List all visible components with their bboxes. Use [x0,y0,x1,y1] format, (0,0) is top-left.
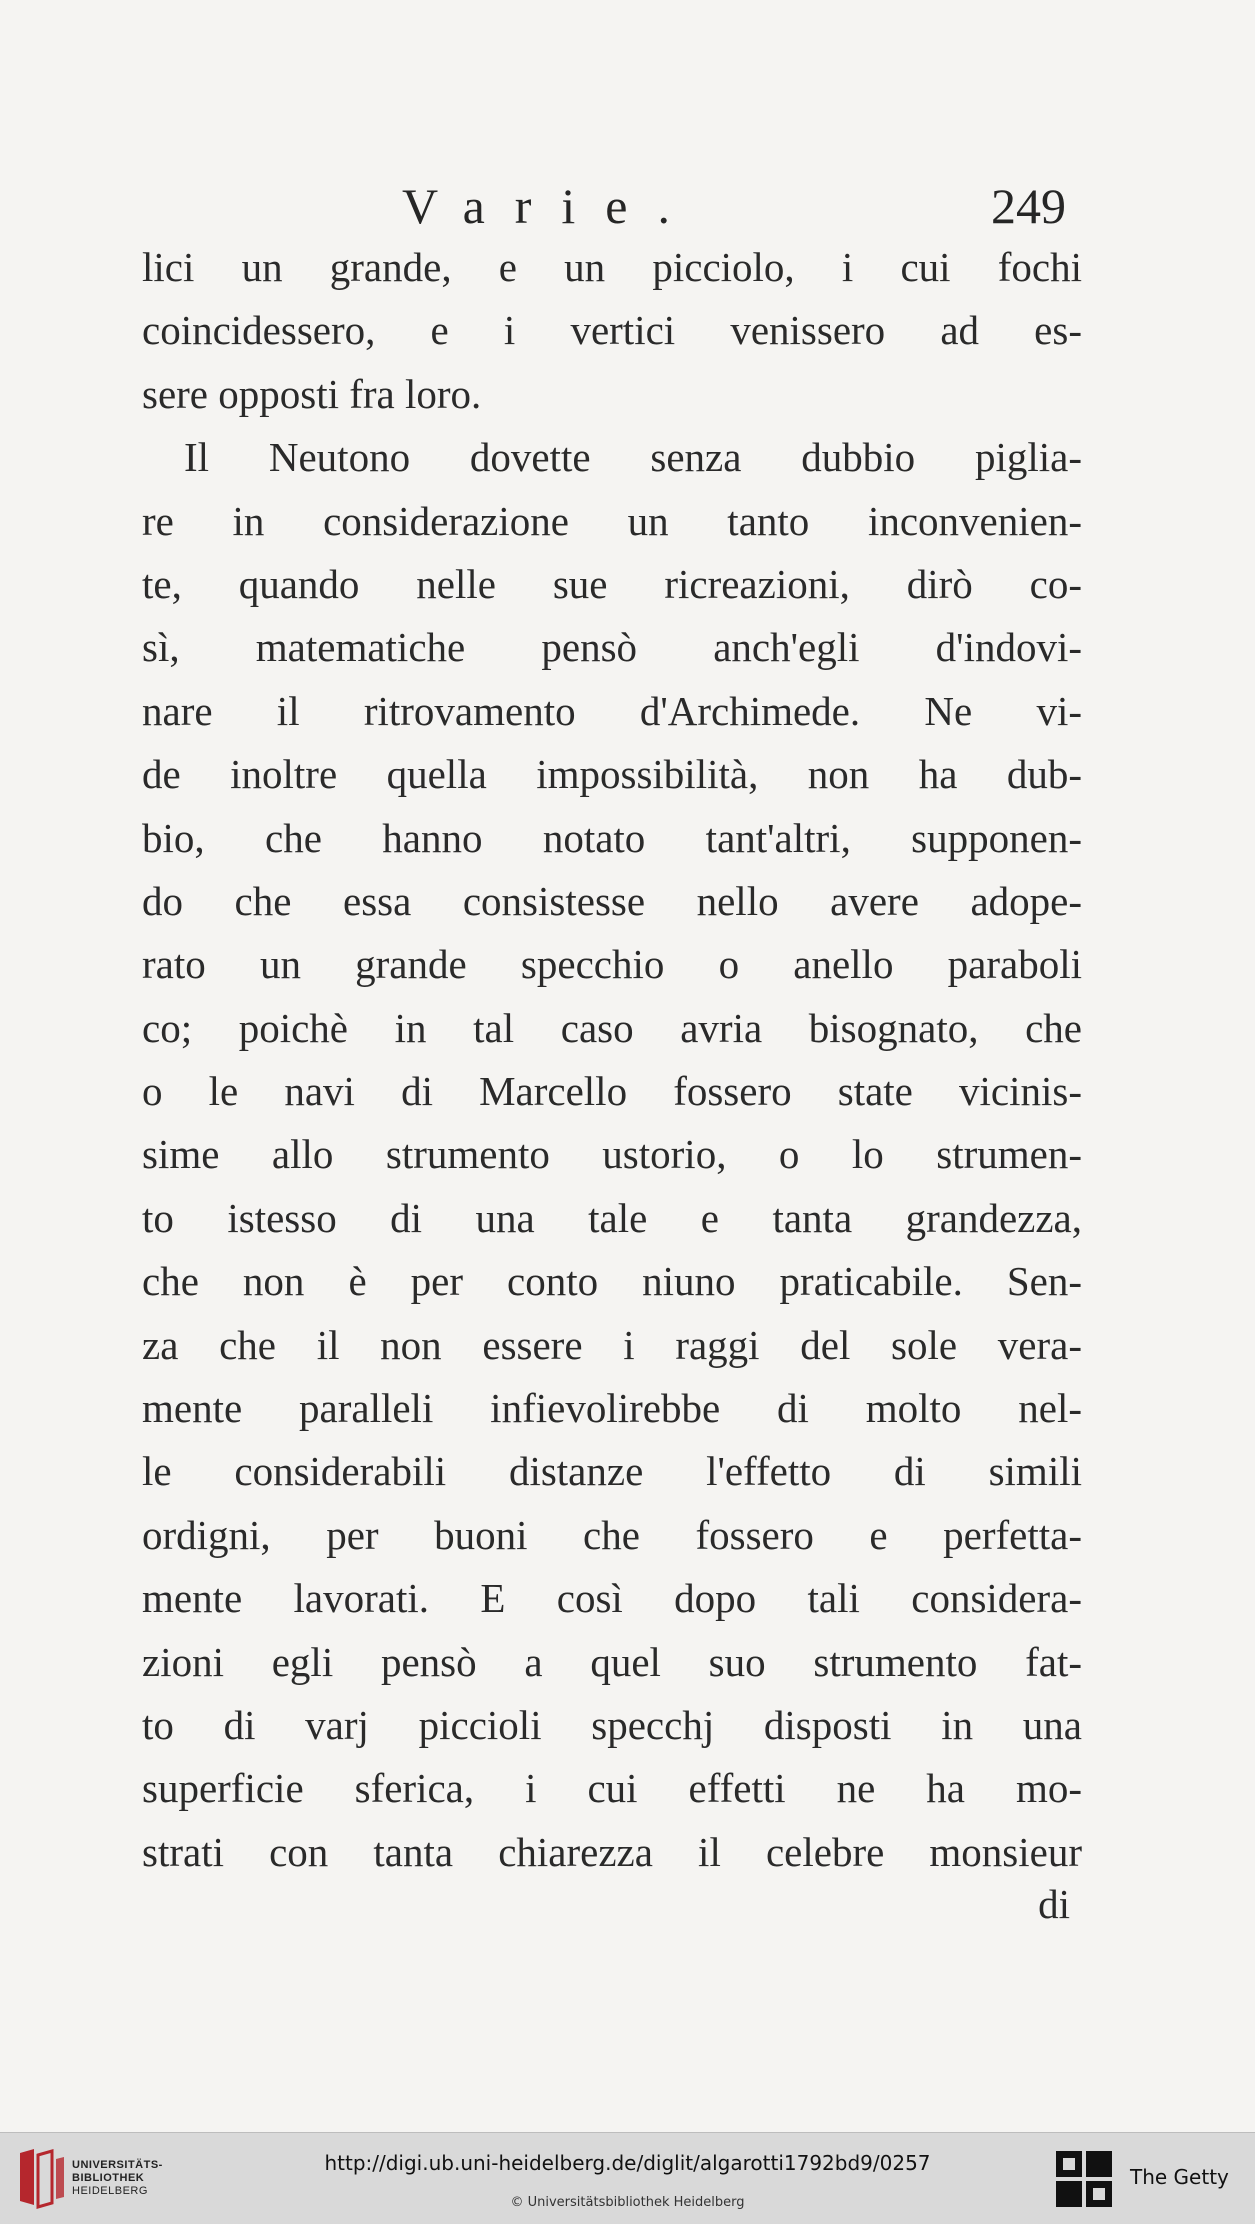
text-line: de inoltre quella impossibilità, non ha dub- [142,751,1082,798]
text-line: re in considerazione un tanto inconvenien- [142,497,1082,544]
text-line: Il Neutono dovette senza dubbio piglia- [184,434,1082,481]
viewer-footer [0,2132,1255,2224]
library-name-line: BIBLIOTHEK [72,2172,145,2184]
text-line: za che il non essere i raggi del sole vera- [142,1321,1082,1368]
text-line: do che essa consistesse nello avere adope- [142,877,1082,924]
library-name-line: UNIVERSITÄTS- [72,2159,163,2171]
page-header [142,176,1082,236]
text-line: bio, che hanno notato tant'altri, supponen- [142,814,1082,861]
text-line: lici un grande, e un picciolo, i cui fochi [142,244,1082,290]
text-line: che non è per conto niuno praticabile. Sen- [142,1258,1082,1305]
text-line: te, quando nelle sue ricreazioni, dirò co- [142,560,1082,607]
text-line: o le navi di Marcello fossero state vicinis- [142,1068,1082,1115]
text-line: sì, matematiche pensò anch'egli d'indovi- [142,624,1082,671]
running-head: Varie. [402,178,700,234]
text-line: co; poichè in tal caso avria bisognato, che [142,1004,1082,1051]
text-line: mente lavorati. E così dopo tali considera- [142,1575,1082,1622]
getty-label[interactable]: The Getty [1130,2165,1229,2189]
catchword: di [1038,1881,1070,1927]
text-line: zioni egli pensò a quel suo strumento fat- [142,1638,1082,1685]
text-line: coincidessero, e i vertici venissero ad es- [142,307,1082,354]
text-line: to di varj piccioli specchj disposti in una [142,1701,1082,1748]
text-line: to istesso di una tale e tanta grandezza, [142,1194,1082,1241]
page-number: 249 [991,178,1066,234]
permalink-url[interactable]: http://digi.ub.uni-heidelberg.de/diglit/algarotti1792bd9/0257 [324,2151,931,2175]
text-line: superficie sferica, i cui effetti ne ha mo- [142,1765,1082,1812]
body-text [142,236,1082,1884]
text-line: le considerabili distanze l'effetto di simili [142,1448,1082,1495]
text-line: nare il ritrovamento d'Archimede. Ne vi- [142,687,1082,734]
text-line: ordigni, per buoni che fossero e perfetta- [142,1511,1082,1558]
library-name-line: HEIDELBERG [72,2185,148,2197]
text-line: sere opposti fra loro. [142,370,482,417]
text-line: strati con tanta chiarezza il celebre monsieur [142,1828,1082,1875]
text-line: sime allo strumento ustorio, o lo strumen- [142,1131,1082,1178]
text-line: rato un grande specchio o anello paraboli [142,941,1082,988]
getty-logo-icon[interactable] [1056,2151,1112,2207]
copyright-notice: © Universitätsbibliothek Heidelberg [510,2195,745,2210]
text-line: mente paralleli infievolirebbe di molto nel- [142,1385,1082,1432]
